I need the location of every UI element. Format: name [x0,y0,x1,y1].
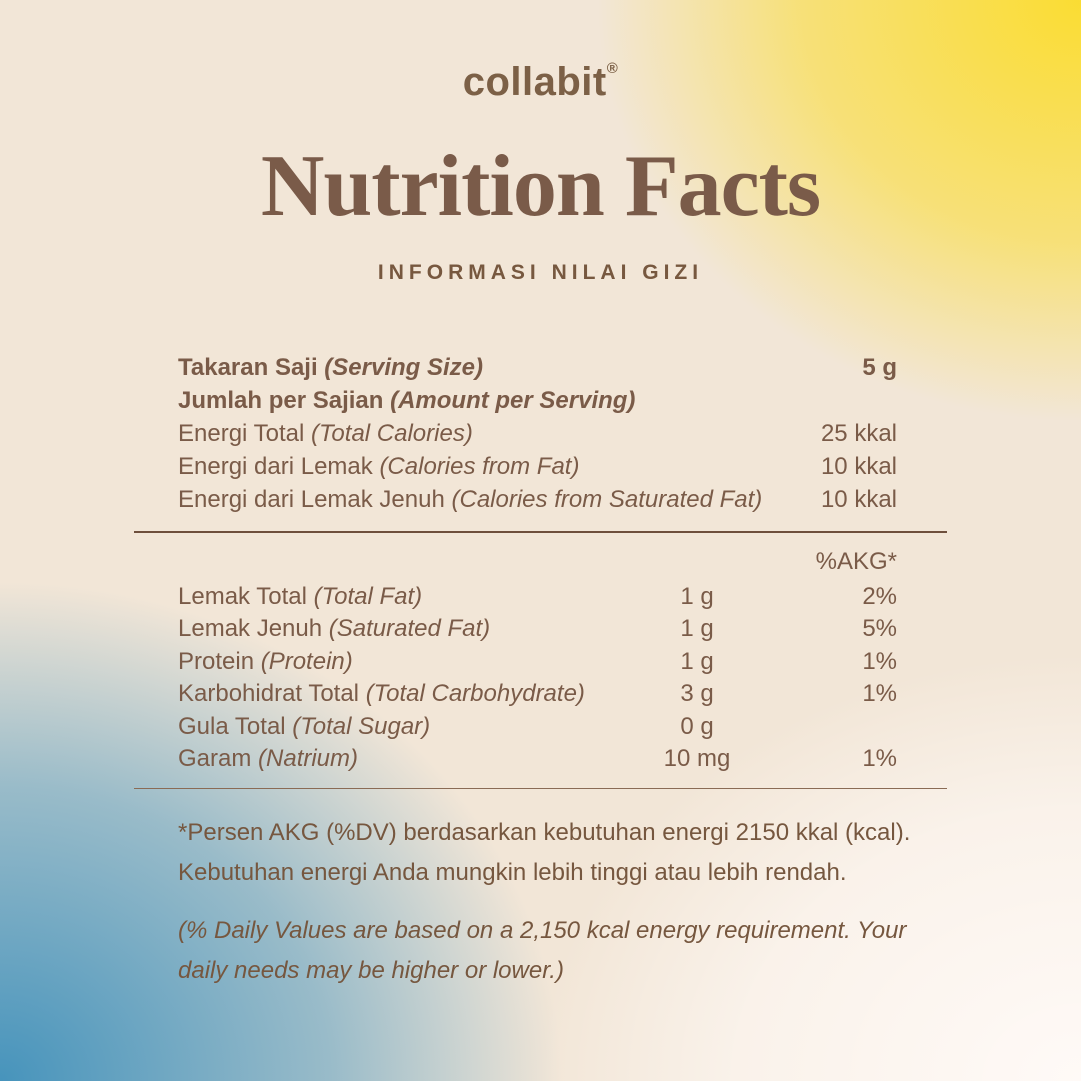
row-label: Karbohidrat Total (Total Carbohydrate) [178,680,585,708]
row-label-en: (Saturated Fat) [328,615,491,643]
page-title: Nutrition Facts [260,138,821,235]
row-label-en: (Total Carbohydrate) [365,680,585,708]
table-row [134,384,947,417]
table-row [134,417,947,450]
section-divider [134,531,947,533]
nutrition-table [134,351,947,789]
row-daily-value: 1% [862,647,897,675]
footnote-english: (% Daily Values are based on a 2,150 kcal energy requirement. Your daily needs may be higher or lower.) [178,917,907,985]
table-row [134,678,947,710]
table-row [134,581,947,613]
brand-logo-text: collabit [462,60,607,104]
table-row [134,743,947,775]
table-row [134,711,947,743]
row-amount: 1 g [680,647,714,675]
brand-logo [0,0,1081,105]
nutrient-section [134,581,947,775]
row-amount: 1 g [680,615,714,643]
table-row [134,450,947,483]
row-label-en: (Amount per Serving) [390,387,636,414]
row-label: Jumlah per Sajian (Amount per Serving) [178,387,636,414]
akg-column-header: %AKG* [815,548,897,575]
row-daily-value: 5% [862,615,897,643]
row-amount: 3 g [680,680,714,708]
row-daily-value: 1% [862,680,897,708]
row-label-en: (Serving Size) [324,354,484,381]
footnote-indonesian: *Persen AKG (%DV) berdasarkan kebutuhan energi 2150 kkal (kcal). Kebutuhan energi Anda mungkin lebih tinggi atau lebih rendah. [178,819,911,887]
row-label: Lemak Jenuh (Saturated Fat) [178,615,491,643]
row-amount: 1 g [680,583,714,610]
row-label-en: (Total Sugar) [292,712,431,740]
row-label-en: (Total Calories) [310,420,473,447]
row-label: Garam (Natrium) [178,745,359,773]
table-row [134,613,947,645]
row-amount: 0 g [680,712,714,740]
row-value: 10 kkal [820,453,897,480]
serving-section [134,351,947,516]
table-row [134,483,947,516]
row-daily-value: 1% [862,745,897,773]
row-label: Energi Total (Total Calories) [178,420,473,447]
row-label: Protein (Protein) [178,647,353,675]
row-label-en: (Natrium) [258,745,359,773]
row-label-en: (Calories from Saturated Fat) [451,486,763,513]
row-daily-value: 2% [862,583,897,610]
row-value: 25 kkal [820,420,897,447]
akg-header-row [134,547,947,577]
row-value: 10 kkal [820,486,897,513]
table-row [134,646,947,678]
row-amount: 10 mg [663,745,731,773]
row-label: Lemak Total (Total Fat) [178,583,423,610]
section-divider [134,788,947,789]
row-label-en: (Calories from Fat) [379,453,580,480]
row-value: 5 g [862,354,897,381]
registered-trademark-symbol: ® [606,60,619,77]
row-label: Energi dari Lemak Jenuh (Calories from Saturated Fat) [178,486,763,513]
table-row [134,351,947,384]
page-subtitle: INFORMASI NILAI GIZI [377,261,704,284]
row-label: Gula Total (Total Sugar) [178,712,431,740]
row-label: Energi dari Lemak (Calories from Fat) [178,453,580,480]
row-label-en: (Protein) [260,647,353,675]
row-label-en: (Total Fat) [313,583,423,610]
row-label: Takaran Saji (Serving Size) [178,354,484,381]
